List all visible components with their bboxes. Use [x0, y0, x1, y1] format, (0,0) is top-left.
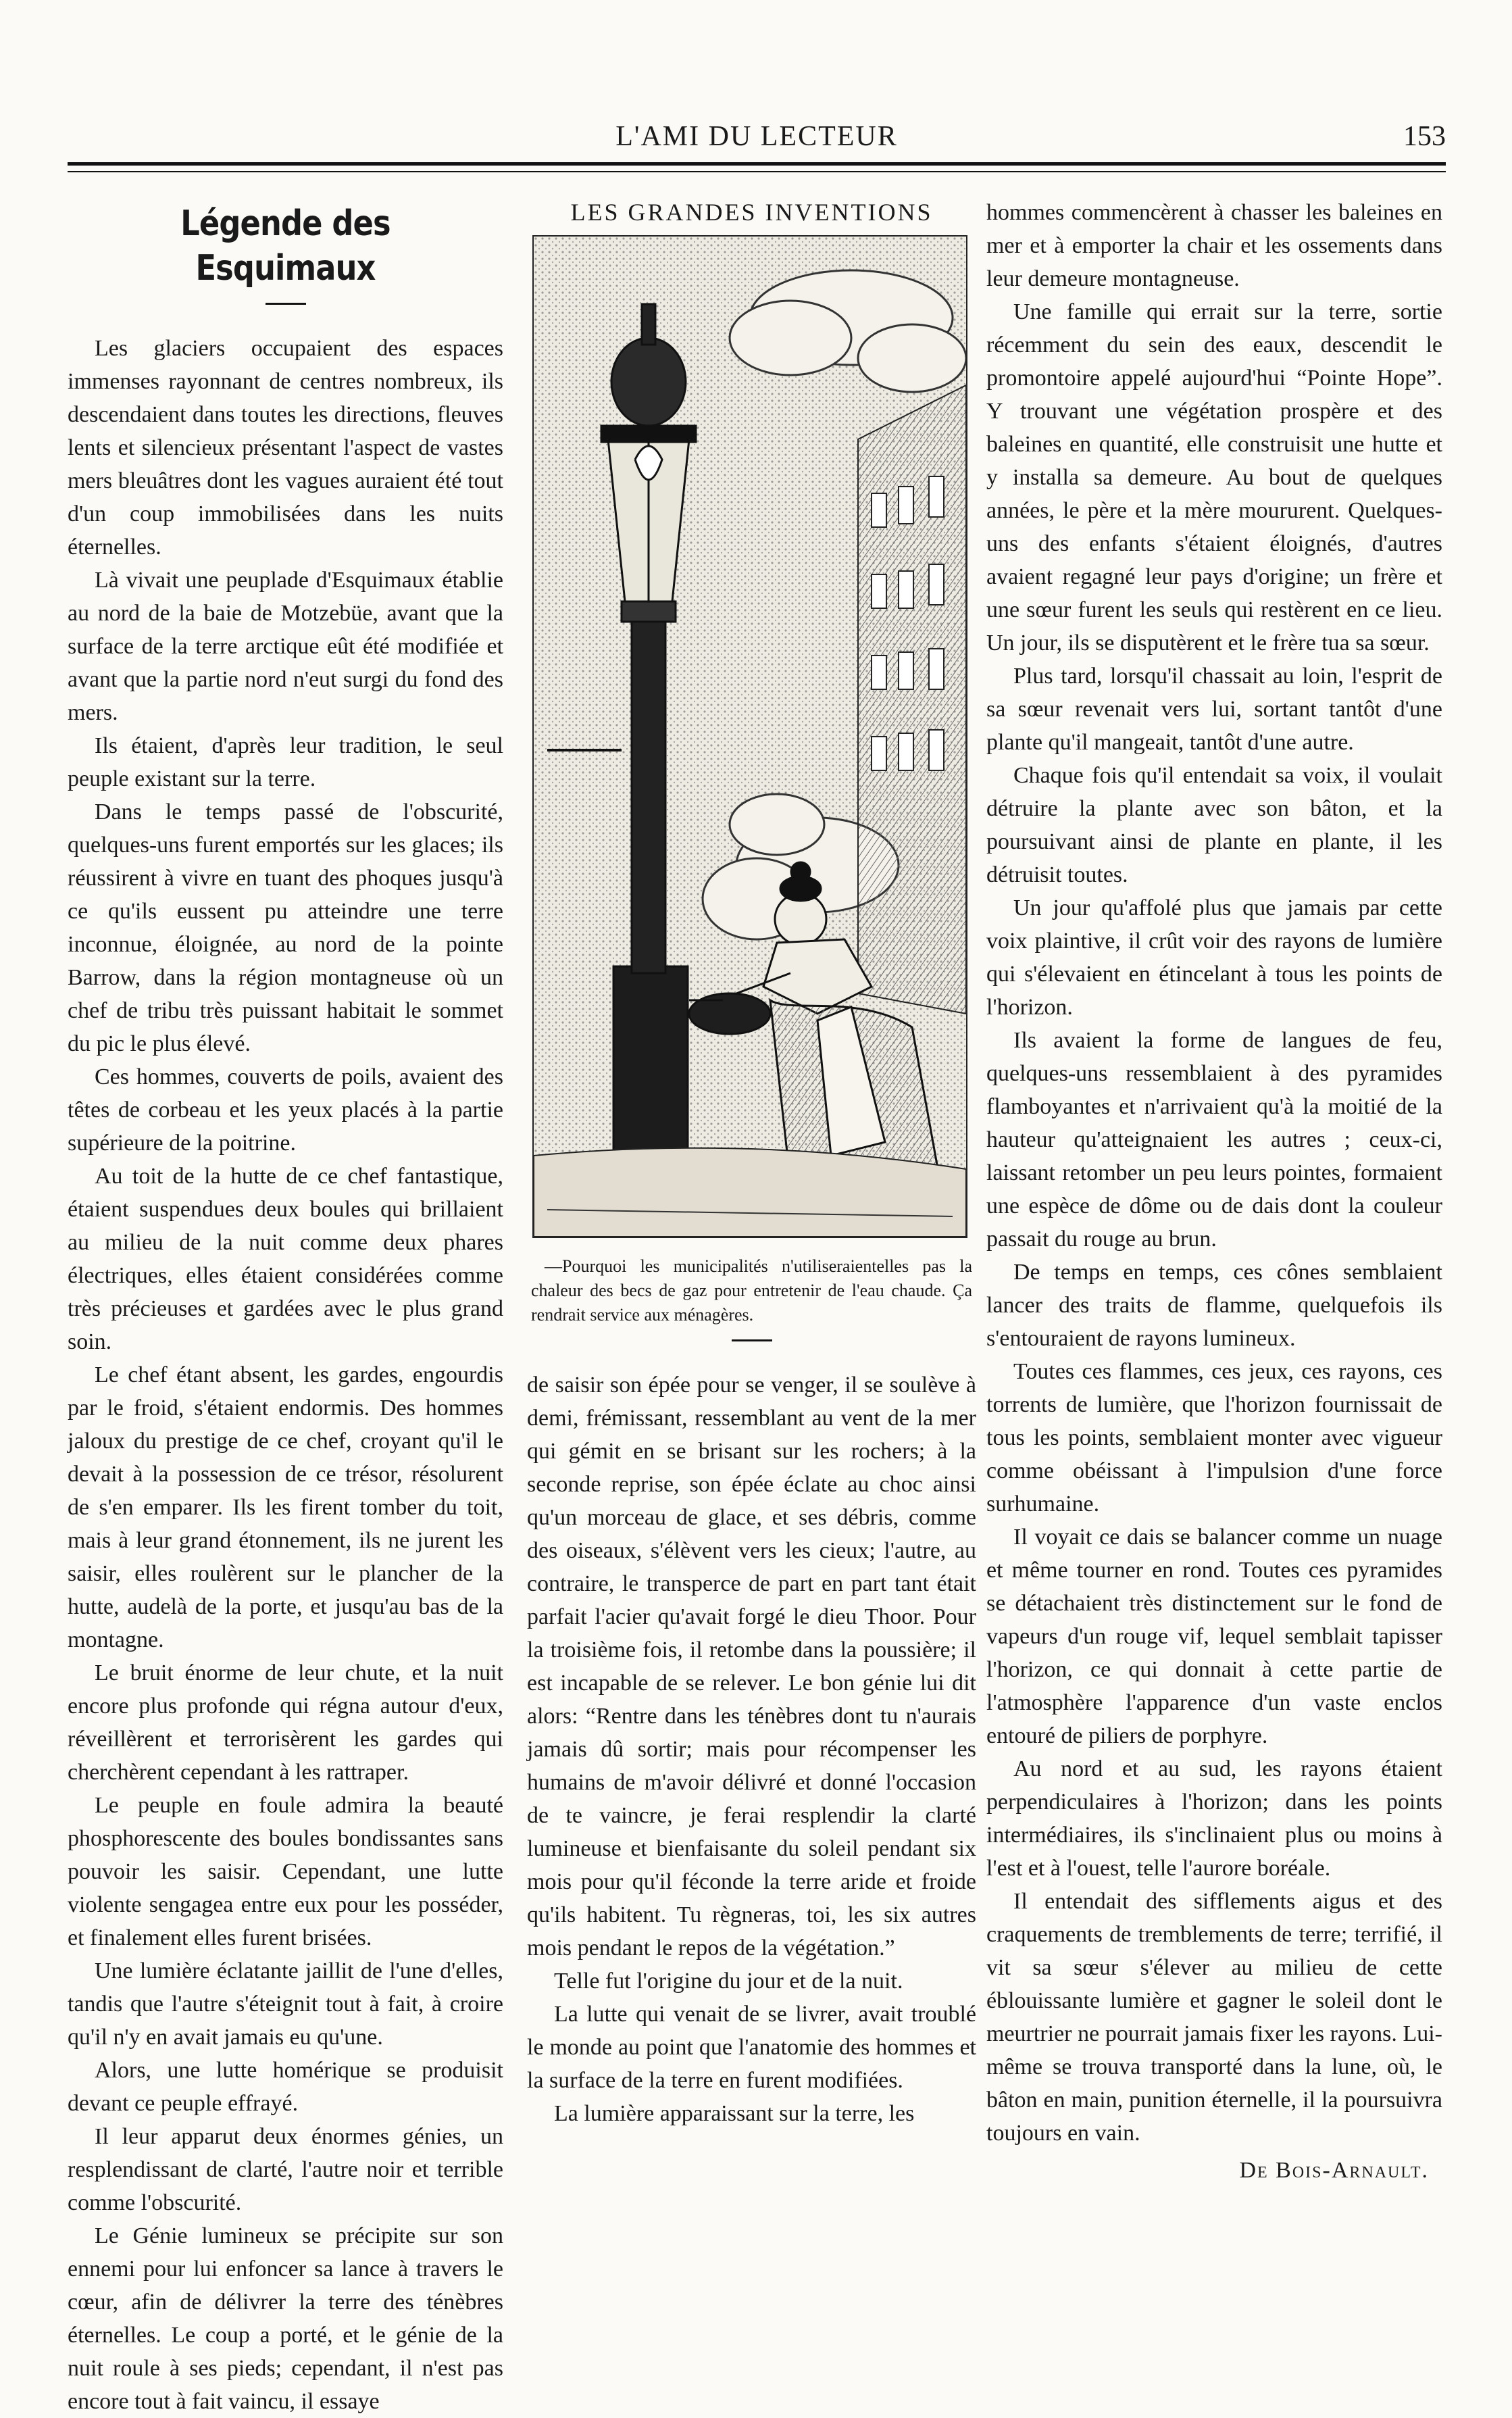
title-rule	[266, 303, 306, 305]
paragraph: De temps en temps, ces cônes semblaient lancer des traits de flamme, quelquefois ils s'entouraient de rayons lumineux.	[986, 1260, 1442, 1351]
header-rule-thin	[68, 171, 1446, 172]
paragraph: de saisir son épée pour se venger, il se soulève à demi, frémissant, ressemblant au vent de la mer qui gémit en se brisant sur les rochers; à la seconde reprise, son épée éclate au choc ainsi qu'un morceau de glace, et ses débris, comme des oiseaux, s'élèvent vers les cieux; l'autre, au contraire, le transperce de part en part tant était parfait l'acier qu'avait forgé le dieu Thoor. Pour la troisième fois, il retombe dans la poussière; il est incapable de se relever. Le bon génie lui dit alors: “Rentre dans les ténèbres dont tu n'aurais jamais dû sortir; mais pour récompenser les humains de m'avoir délivré et donné l'occasion de te vaincre, je ferai resplendir la clarté lumineuse et bienfaisante du soleil pendant six mois pour qu'il féconde la terre aride et froide qu'ils habitent. Tu règneras, toi, les six autres mois pendant le repos de la végétation.”	[527, 1373, 976, 1960]
street-lamp-illustration	[532, 235, 967, 1238]
paragraph: Là vivait une peuplade d'Esquimaux établie au nord de la baie de Motzebüe, avant que la surface de la terre arctique eût été modifiée et avant que la partie nord n'eut surgi du fond des mers.	[68, 568, 503, 725]
paragraph: Chaque fois qu'il entendait sa voix, il voulait détruire la plante avec son bâton, et la poursuivant ainsi de plante en plante, il les détruisit toutes.	[986, 763, 1442, 887]
paragraph: Ils étaient, d'après leur tradition, le seul peuple existant sur la terre.	[68, 733, 503, 791]
lamp-woman-drawing	[534, 237, 966, 1237]
paragraph: Ces hommes, couverts de poils, avaient des têtes de corbeau et les yeux placés à la partie supérieure de la poitrine.	[68, 1064, 503, 1156]
page-header	[68, 115, 1446, 162]
paragraph: Au nord et au sud, les rayons étaient perpendiculaires à l'horizon; dans les points intermédiaires, ils s'inclinaient plus ou moins à l'est et à l'ouest, telle l'aurore boréale.	[986, 1756, 1442, 1881]
paragraph: Le chef étant absent, les gardes, engourdis par le froid, s'étaient endormis. Des hommes jaloux du prestige de ce chef, croyant qu'il le devait à la possession de ce trésor, résolurent de s'en emparer. Ils les firent tomber du toit, mais à leur grand étonnement, ils ne jurent les saisir, elles roulèrent sur le plancher de la hutte, audelà de la porte, et jusqu'au bas de la montagne.	[68, 1362, 503, 1652]
caption-text: —Pourquoi les municipalités n'utiliseraientelles pas la chaleur des becs de gaz pour entretenir de l'eau chaude. Ça rendrait service aux ménagères.	[531, 1256, 972, 1325]
paragraph: Alors, une lutte homérique se produisit devant ce peuple effrayé.	[68, 2058, 503, 2116]
illustration-title: LES GRANDES INVENTIONS	[570, 199, 933, 226]
illustration-caption	[531, 1254, 972, 1327]
paragraph: Dans le temps passé de l'obscurité, quelques-uns furent emportés sur les glaces; ils réussirent à vivre en tuant des phoques jusqu'à ce qu'ils eussent pu atteindre une terre inconnue, éloignée, au nord de la pointe Barrow, dans la région montagneuse où un chef de tribu très puissant habitait le sommet du pic le plus élevé.	[68, 799, 503, 1056]
paragraph: Il voyait ce dais se balancer comme un nuage et même tourner en rond. Toutes ces pyramides se détachaient très distinctement sur le fond de vapeurs d'un rouge vif, lequel semblait tapisser l'horizon, ce qui donnait à cette partie de l'atmosphère l'apparence d'un vaste enclos entouré de piliers de porphyre.	[986, 1525, 1442, 1748]
paragraph: Telle fut l'origine du jour et de la nuit.	[554, 1969, 903, 1994]
paragraph: Une lumière éclatante jaillit de l'une d'elles, tandis que l'autre s'éteignit tout à fait, à croire qu'il n'y en avait jamais eu qu'une.	[68, 1958, 503, 2050]
paragraph: Il leur apparut deux énormes génies, un resplendissant de clarté, l'autre noir et terrible comme l'obscurité.	[68, 2124, 503, 2215]
author-signature: De Bois-Arnault.	[1239, 2158, 1429, 2183]
left-column	[68, 196, 503, 2418]
paragraph: Le bruit énorme de leur chute, et la nuit encore plus profonde qui régna autour d'eux, réveillèrent et terrorisèrent les gardes qui cherchèrent cependant à les rattraper.	[68, 1660, 503, 1785]
paragraph: Toutes ces flammes, ces jeux, ces rayons, ces torrents de lumière, que l'horizon fournissait de tous les points, semblaient monter avec vigueur comme obéissant à l'impulsion d'une force surhumaine.	[986, 1359, 1442, 1516]
paragraph: La lumière apparaissant sur la terre, les	[554, 2101, 915, 2126]
paragraph: Les glaciers occupaient des espaces immenses rayonnant de centres nombreux, ils descendaient dans toutes les directions, fleuves lents et silencieux présentant l'aspect de vastes mers bleuâtres dont les vagues auraient été tout d'un coup immobilisées dans les nuits éternelles.	[68, 336, 503, 560]
section-rule	[732, 1339, 772, 1341]
paragraph: Le Génie lumineux se précipite sur son ennemi pour lui enfoncer sa lance à travers le cœur, afin de délivrer la terre des ténèbres éternelles. Le coup a porté, et le génie de la nuit roule à ses pieds; cependant, il n'est pas encore tout à fait vaincu, il essaye	[68, 2223, 503, 2414]
running-title: L'AMI DU LECTEUR	[615, 121, 898, 152]
article-title: Légende des Esquimaux	[180, 203, 390, 289]
paragraph: hommes commencèrent à chasser les baleines en mer et à emporter la chair et les ossements dans leur demeure montagneuse.	[986, 200, 1442, 291]
paragraph: Une famille qui errait sur la terre, sortie récemment du sein des eaux, descendit le promontoire appelé aujourd'hui “Pointe Hope”. Y trouvant une végétation prospère et des baleines en quantité, elle construisit une hutte et y installa sa demeure. Au bout de quelques années, le père et la mère moururent. Quelques-uns des enfants s'étaient éloignés, d'autres avaient regagné leur pays d'origine; un frère et une sœur furent les seuls qui restèrent en ce lieu. Un jour, ils se disputèrent et le frère tua sa sœur.	[986, 299, 1442, 656]
paragraph: Le peuple en foule admira la beauté phosphorescente des boules bondissantes sans pouvoir les saisir. Cependant, une lutte violente sengagea entre eux pour les posséder, et finalement elles furent brisées.	[68, 1793, 503, 1950]
paragraph: Il entendait des sifflements aigus et des craquements de tremblements de terre; terrifié, il vit sa sœur s'élever au milieu de cette éblouissante lumière et gagner le soleil dont le meurtrier ne pourrait jamais fixer les rayons. Lui-même se trouva transporté dans la lune, où, le bâton en main, punition éternelle, il la poursuivra toujours en vain.	[986, 1889, 1442, 2146]
middle-column	[527, 196, 976, 2130]
paragraph: Au toit de la hutte de ce chef fantastique, étaient suspendues deux boules qui brillaient au milieu de la nuit comme deux phares électriques, elles étaient considérées comme très précieuses et gardées avec le plus grand soin.	[68, 1164, 503, 1354]
right-column	[986, 196, 1442, 2187]
header-rule-thick	[68, 162, 1446, 166]
paragraph: Ils avaient la forme de langues de feu, quelques-uns ressemblaient à des pyramides flamboyantes et n'arrivaient qu'à la moitié de la hauteur qu'atteignaient les autres ; ceux-ci, laissant retomber un peu leurs pointes, formaient une espèce de dôme ou de dais dont la couleur passait du rouge au brun.	[986, 1028, 1442, 1252]
paragraph: La lutte qui venait de se livrer, avait troublé le monde au point que l'anatomie des hommes et la surface de la terre en furent modifiées.	[527, 2002, 976, 2093]
page-number: 153	[1403, 121, 1446, 152]
paragraph: Un jour qu'affolé plus que jamais par cette voix plaintive, il crût voir des rayons de lumière qui s'élevaient en étincelant à tous les points de l'horizon.	[986, 895, 1442, 1020]
paragraph: Plus tard, lorsqu'il chassait au loin, l'esprit de sa sœur revenait vers lui, sortant tantôt d'une plante qu'il mangeait, tantôt d'une autre.	[986, 664, 1442, 755]
